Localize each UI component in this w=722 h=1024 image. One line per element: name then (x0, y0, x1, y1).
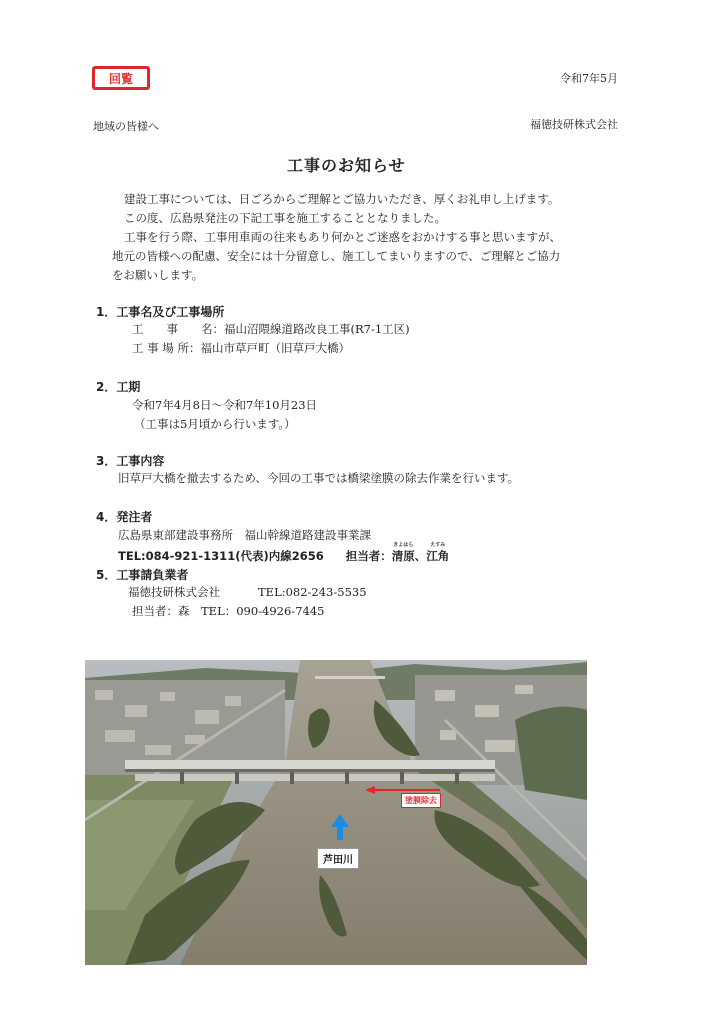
addressee: 地域の皆様へ (93, 120, 159, 133)
circulation-stamp: 回覧 (92, 66, 150, 90)
contractor-contact: 担当者：森 TEL：090-4926-7445 (132, 604, 325, 618)
intro-line-1: 建設工事については、日ごろからご理解とご協力いただき、厚くお礼申し上げます。 (124, 192, 560, 206)
contractor-company: 福徳技研株式会社 (128, 585, 220, 599)
name2-ruby: えすみ (430, 542, 446, 548)
issuer-company: 福徳技研株式会社 (530, 118, 618, 131)
intro-line-4: 地元の皆様への配慮、安全には十分留意し、施工してまいりますので、ご理解とご協力 (112, 249, 561, 263)
section-1-heading: 1．工事名及び工事場所 (96, 305, 225, 319)
aerial-photo (85, 660, 587, 965)
section-4-heading: 4．発注者 (96, 510, 153, 524)
aerial-photo-drawing (85, 660, 587, 965)
section-3-heading: 3．工事内容 (96, 454, 165, 468)
contact-name-2: 江角 (426, 549, 450, 563)
project-period: 令和7年4月8日～令和7年10月23日 (132, 398, 318, 412)
client-contact-line (118, 542, 450, 564)
contact-name-1: 清原 (391, 549, 415, 563)
client-tel: TEL:084-921-1311(代表)内線2656 (118, 549, 324, 563)
ashida-river-label: 芦田川 (317, 848, 359, 869)
contractor-tel: TEL:082-243-5535 (258, 585, 367, 599)
intro-line-3: 工事を行う際、工事用車両の往来もあり何かとご迷惑をおかけする事と思いますが、 (124, 230, 561, 244)
client-office: 広島県東部建設事務所 福山幹線道路建設事業課 (118, 528, 371, 542)
name-separator: 、 (414, 549, 427, 563)
intro-line-5: をお願いします。 (112, 268, 204, 282)
project-location: 工 事 場 所：福山市草戸町（旧草戸大橋） (132, 341, 350, 355)
issue-date: 令和7年5月 (560, 72, 618, 85)
work-description: 旧草戸大橋を撤去するため、今回の工事では橋梁塗膜の除去作業を行います。 (118, 471, 520, 485)
section-2-heading: 2．工期 (96, 380, 141, 394)
period-note: （工事は5月頃から行います。） (134, 417, 296, 431)
name1-ruby: きよはら (393, 542, 414, 548)
project-name: 工 事 名：福山沼隈線道路改良工事(R7-1工区) (132, 322, 410, 336)
intro-line-2: この度、広島県発注の下記工事を施工することとなりました。 (124, 211, 446, 225)
contact-label: 担当者： (345, 549, 392, 563)
section-5-heading: 5．工事請負業者 (96, 568, 189, 582)
document-title: 工事のお知らせ (287, 156, 406, 175)
paint-removal-label: 塗膜除去 (401, 793, 441, 808)
